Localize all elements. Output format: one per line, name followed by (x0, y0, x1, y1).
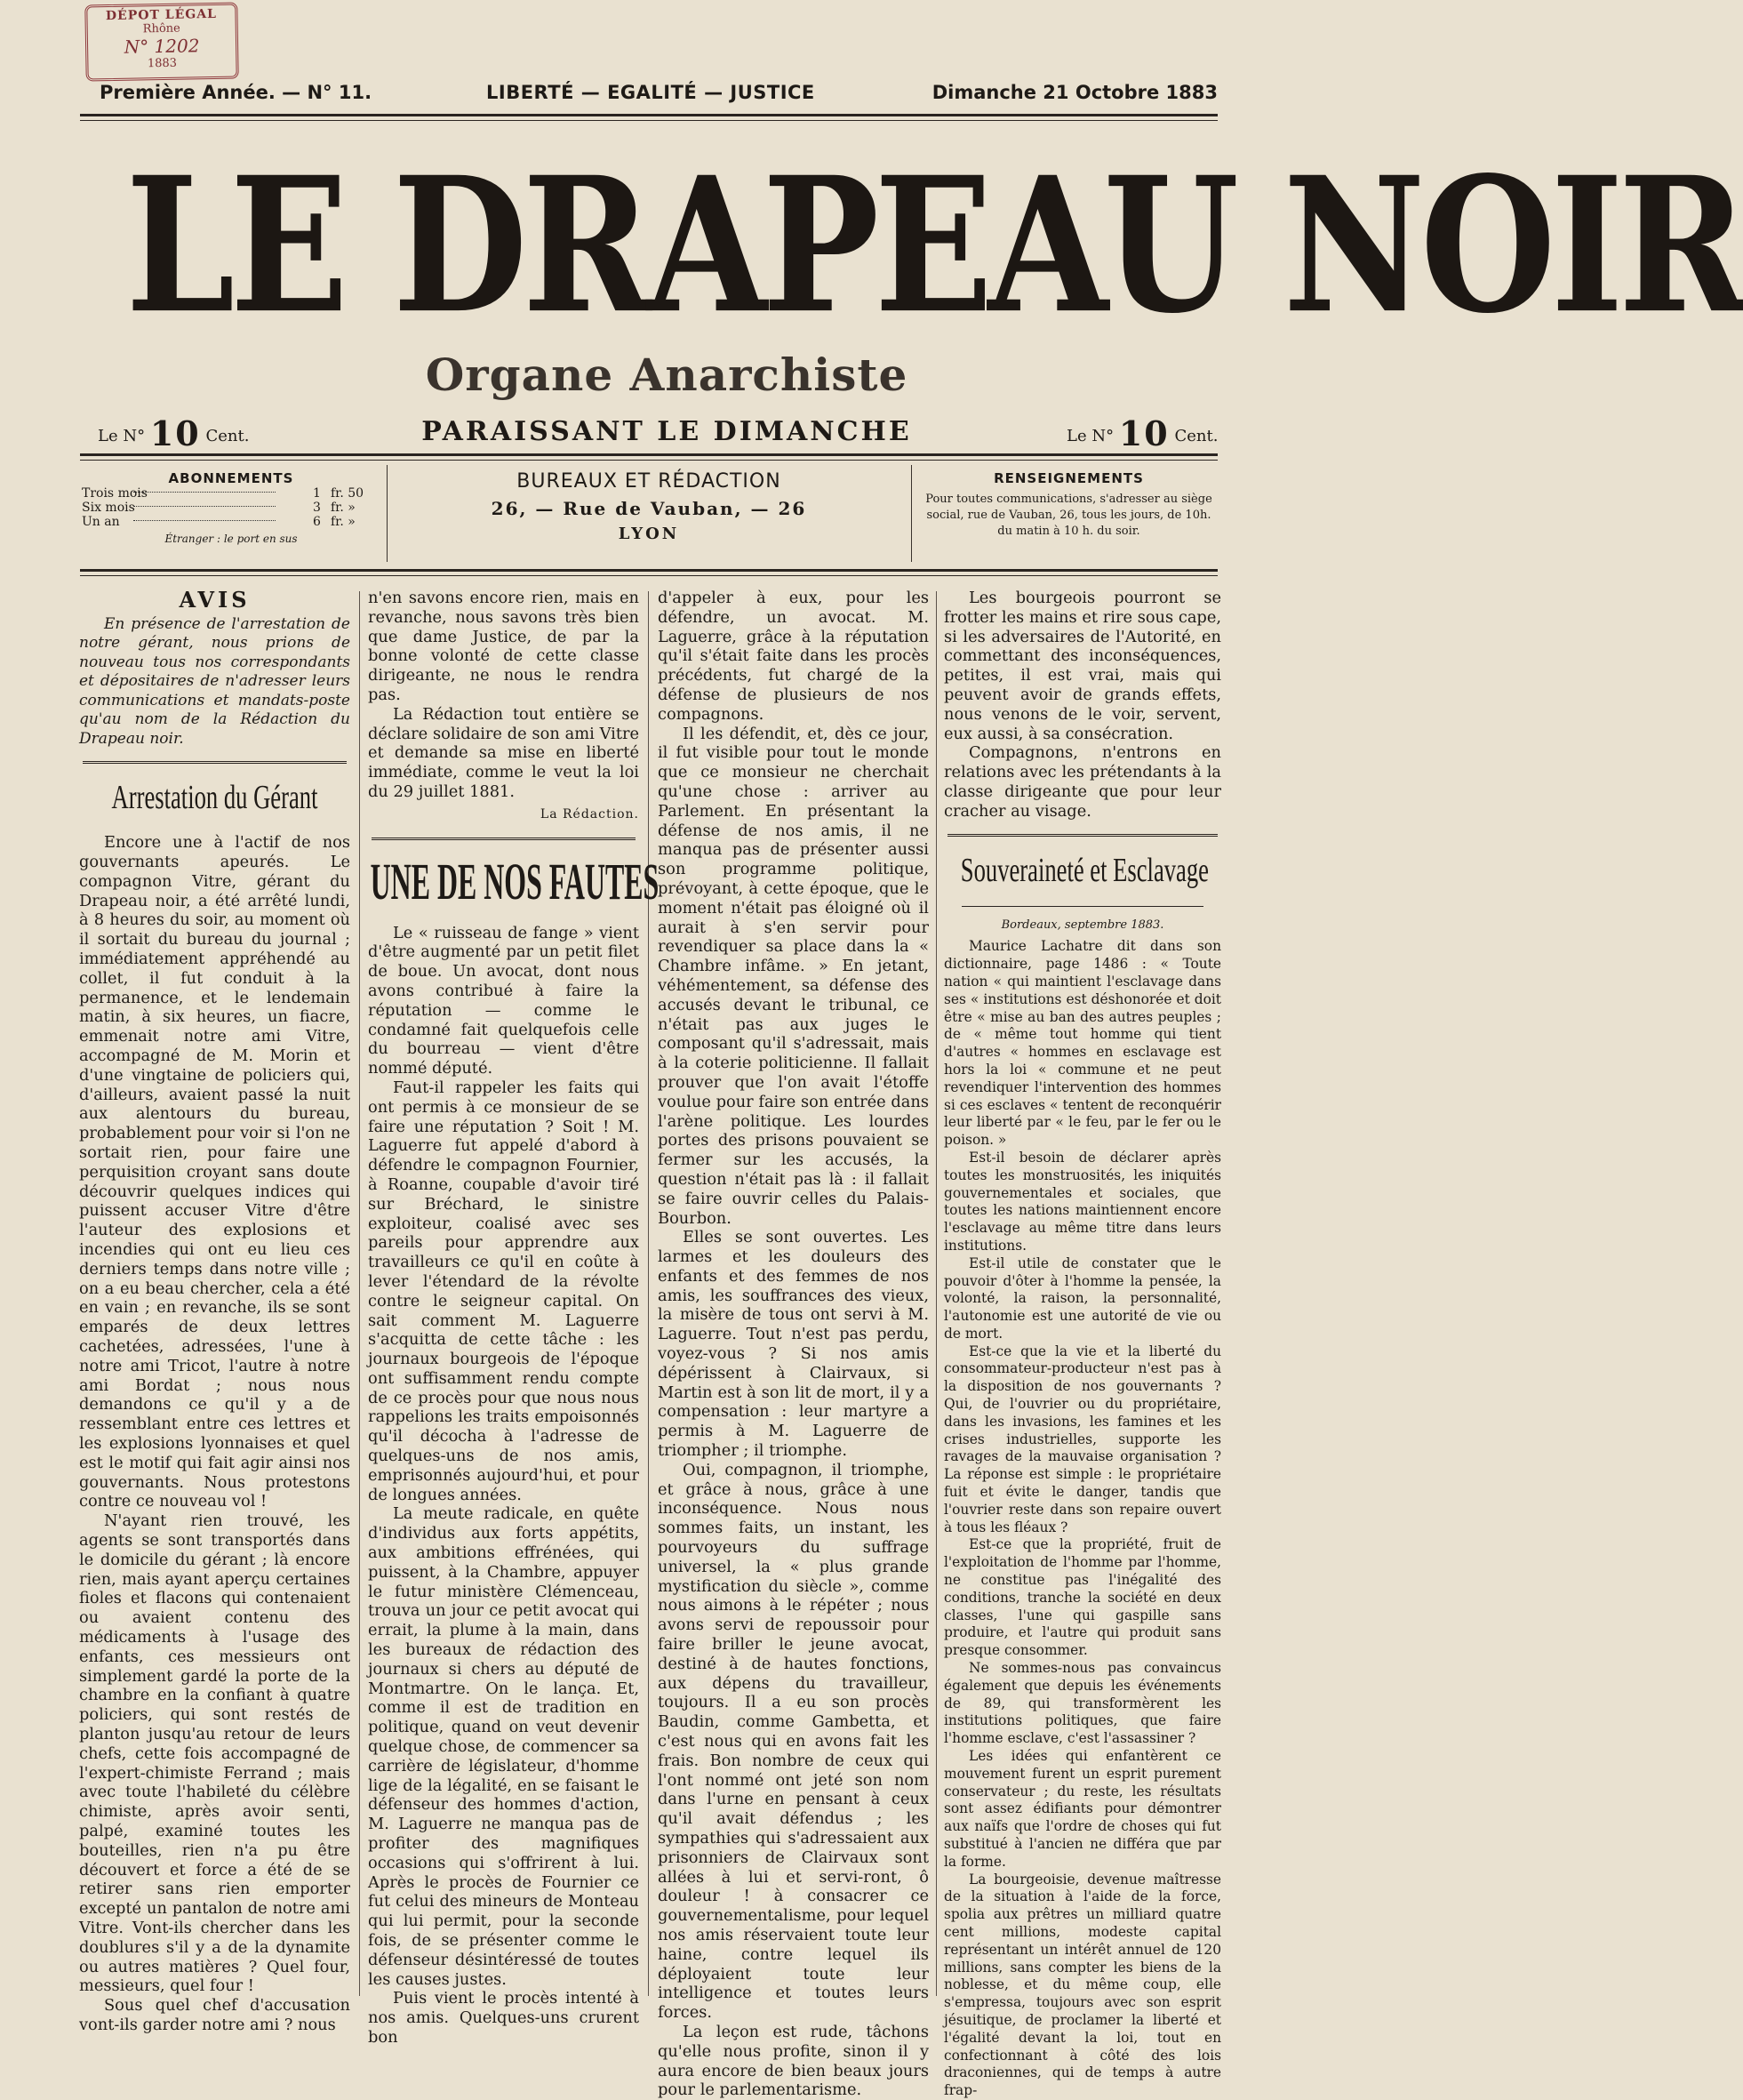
stamp-line-4: 1883 (147, 56, 178, 71)
subscriptions-foot: Étranger : le port en sus (164, 533, 298, 545)
paragraph: d'appeler à eux, pour les défendre, un avocat. M. Laguerre, grâce à la réputation qu'il s'était faite dans les procès précédents, fut chargé de la défense de plusieurs de nos compagnons. (658, 589, 929, 724)
price-value: 10 (149, 413, 201, 453)
stamp-line-1: DÉPOT LÉGAL (105, 6, 218, 24)
subscription-label: Six mois (82, 501, 135, 515)
band-bottom-rule (80, 569, 1218, 576)
leader-dots (133, 506, 276, 507)
article-title: UNE DE NOS FAUTES (370, 852, 660, 910)
article-title: Arrestation du Gérant (111, 779, 318, 817)
price-unit: Cent. (1174, 427, 1219, 445)
subscription-label: Trois mois (82, 486, 148, 501)
paragraph: Oui, compagnon, il triomphe, et grâce à nous, grâce à une inconséquence. Nous nous sommes faits, un instant, les pourvoyeurs du suffrage universel, la « plus grande mystification du siècle », comme nous aimons à le répéter ; nous avons servi de repoussoir pour faire briller le jeune avocat, destiné à de hautes fonctions, aux dépens du travailleur, toujours. Il a eu son procès Baudin, comme Gambetta, et c'est nous qui en avons fait les frais. Bon nombre de ceux qui l'ont nommé ont jeté son nom dans l'urne en pensant à ceux qu'il avait défendus ; les sympathies qui s'adressaient aux prisonniers de Clairvaux sont allées à lui et servi-ront, ô douleur ! à consacrer ce gouvernementalisme, pour lequel nos amis réservaient toute leur haine, contre lequel ils déployaient toute leur intelligence et toutes leurs forces. (658, 1460, 929, 2023)
leader-dots (133, 492, 276, 493)
info-band (80, 458, 1222, 569)
paragraph: Il les défendit, et, dès ce jour, il fut visible pour tout le monde que ce monsieur ne cherchait qu'une chose : arriver au Parlement. En présentant la défense de nos amis, il ne manqua pas de présenter aussi son programme politique, prévoyant, à cette époque, que le moment n'était pas éloigné où il aurait à s'en servir pour revendiquer sa place dans la « Chambre infâme. » En jetant, véhémentement, sa défense des accusés devant le tribunal, ce n'était pas aux juges le composant qu'il s'adressait, mais à la coterie politicienne. Il fallait prouver que l'on avait l'étoffe voulue pour faire son entrée dans l'arène politique. Les lourdes portes des prisons pouvaient se fermer sur les accusés, la question n'était pas là : il fallait se faire ouvrir celles du Palais-Bourbon. (658, 724, 929, 1228)
paragraph: Encore une à l'actif de nos gouvernants apeurés. Le compagnon Vitre, gérant du Drapeau noir, a été arrêté lundi, à 8 heures du soir, au moment où il sortait du bureau du journal ; immédiatement appréhendé au collet, il fut conduit à la permanence, et le lendemain matin, à six heures, un fiacre, emmenait notre ami Vitre, accompagné de M. Morin et d'une vingtaine de policiers qui, d'ailleurs, avaient passé la nuit aux alentours du bureau, probablement pour voir si l'on ne sortait rien, pour faire une perquisition croyant sans doute découvrir quelques indices qui puissent accuser Vitre d'être l'auteur des explosions et incendies qui ont eu lieu ces derniers temps dans notre ville ; on a eu beau chercher, cela a été en vain ; en revanche, ils se sont emparés de deux lettres cachetées, adressées, l'une à notre ami Tricot, l'autre à notre ami Bordat ; nous nous demandons ce qu'il y a de ressemblant entre ces lettres et les explosions lyonnaises et quel est le motif qui fait agir ainsi nos gouvernants. Nous protestons contre ce nouveau vol ! (79, 833, 350, 1511)
subscription-price: 3 (313, 501, 321, 515)
subscription-unit: fr. » (331, 501, 356, 515)
notice-body (79, 615, 350, 749)
stamp-line-3: N° 1202 (124, 35, 200, 58)
subscription-price: 1 (313, 486, 321, 501)
paragraph: Est-ce que la vie et la liberté du consommateur-producteur n'est pas à la disposition de nos gouvernants ? Qui, de l'ouvrier ou du propriétaire, dans les invasions, les famines et les crises industrielles, supporte les ravages de la mauvaise organisation ? La réponse est simple : le propriétaire fuit et évite le danger, tandis que l'ouvrier reste dans son repaire ouvert à tous les fléaux ? (944, 1343, 1221, 1535)
subscriptions-title: ABONNEMENTS (168, 470, 294, 486)
price-right (1067, 413, 1218, 453)
column-3 (658, 589, 929, 2100)
subscription-unit: fr. » (331, 515, 356, 529)
subscription-unit: fr. 50 (331, 486, 364, 501)
subscription-price: 6 (313, 515, 321, 529)
paragraph: Maurice Lachatre dit dans son dictionnaire, page 1486 : « Toute nation « qui maintient l'esclavage dans ses « institutions est déshonorée et doit être « mise au ban des autres peuples ; de « même tout homme qui tient d'autres « hommes en esclavage est hors la loi « commune et ne peut revendiquer l'intervention des hommes si ces esclaves « tentent de reconquérir leur liberté par « le feu, par le fer ou le poison. » (944, 938, 1221, 1149)
paragraph: Compagnons, n'entrons en relations avec les prétendants à la classe dirigeante que pour leur cracher au visage. (944, 743, 1221, 821)
leader-dots (133, 520, 276, 521)
price-prefix: Le N° (98, 427, 146, 445)
column-rule (648, 591, 649, 1996)
dateline: Bordeaux, septembre 1883. (1001, 918, 1164, 932)
column-4 (944, 589, 1221, 2100)
paragraph: Est-il utile de constater que le pouvoir d'ôter à l'homme la pensée, la volonté, la raison, la personnalité, l'autonomie est une autorité de vie ou de mort. (944, 1254, 1221, 1342)
motto: LIBERTÉ — EGALITÉ — JUSTICE (486, 82, 815, 103)
issue-date: Dimanche 21 Octobre 1883 (931, 82, 1218, 103)
price-value: 10 (1118, 413, 1170, 453)
paragraph: Les idées qui enfantèrent ce mouvement furent un esprit purement conservateur ; du reste, les résultats sont assez édifiants pour démontrer aux naïfs que l'ordre de choses qui fut substitué à l'ancien ne différa que par la forme. (944, 1748, 1221, 1870)
masthead-tagline: PARAISSANT LE DIMANCHE (421, 416, 912, 447)
subscriptions-box (80, 470, 382, 545)
band-divider (911, 465, 912, 562)
subscription-row (80, 486, 382, 501)
paragraph: Ne sommes-nous pas convaincus également que depuis les événements de 89, qui transformèrent les institutions politiques, que faire l'homme esclave, c'est l'assassiner ? (944, 1660, 1221, 1747)
paragraph: La meute radicale, en quête d'individus aux forts appétits, aux ambitions effrénées, qui puissent, à la Chambre, appuyer le futur ministère Clémenceau, trouva un jour ce petit avocat qui errait, la plume à la main, dans les bureaux de rédaction des journaux si chers au député de Montmartre. On le lança. Et, comme il est de tradition en politique, quand on veut devenir quelque chose, de commencer sa carrière de législateur, d'homme lige de la légalité, en se faisant le défenseur des hommes d'action, M. Laguerre ne manqua pas de profiter des magnifiques occasions qui s'offrirent à lui. Après le procès de Fournier ce fut celui des mineurs de Monteau qui lui permit, pour la seconde fois, de se présenter comme le défenseur désintéressé de toutes les causes justes. (368, 1504, 639, 1989)
column-rule (936, 591, 937, 1996)
subscription-row (80, 501, 382, 515)
paragraph: La Rédaction tout entière se déclare solidaire de son ami Vitre et demande sa mise en liberté immédiate, comme le veut la loi du 29 juillet 1881. (368, 704, 639, 801)
signature: La Rédaction. (540, 806, 639, 822)
information-box (915, 470, 1222, 540)
notice-text: En présence de l'arrestation de notre gérant, nous prions de nouveau tous nos correspondants et dépositaires de n'adresser leurs communications et mandats-poste qu'au nom de la Rédaction du Drapeau noir. (79, 614, 350, 748)
paragraph: Elles se sont ouvertes. Les larmes et les douleurs des enfants et des femmes de nos amis, les souffrances des vieux, la misère de tous ont servi à M. Laguerre. Tout n'est pas perdu, voyez-vous ? Si nos amis dépérissent à Clairvaux, si Martin est à son lit de mort, il y a compensation : leur martyre a permis à M. Laguerre de triompher ; il triomphe. (658, 1228, 929, 1461)
price-unit: Cent. (205, 427, 250, 445)
paragraph: Les bourgeois pourront se frotter les mains et rire sous cape, si les adversaires de l'Autorité, en commettant des inconséquences, petites, il est vrai, mais qui peuvent avoir de grands effets, nous venons de le voir, servent, eux aussi, à sa consécration. (944, 589, 1221, 743)
article-body (944, 938, 1221, 2100)
information-title: RENSEIGNEMENTS (994, 470, 1144, 486)
paragraph: Est-il besoin de déclarer après toutes les monstruosités, les iniquités gouvernementales et sociales, que toutes les nations maintiennent encore l'esclavage au même titre dans leurs institutions. (944, 1149, 1221, 1254)
paragraph: La leçon est rude, tâchons qu'elle nous profite, sinon il y aura encore de bien beaux jours pour le parlementarisme. (658, 2022, 929, 2100)
top-rule (80, 114, 1218, 121)
paragraph: La bourgeoisie, devenue maîtresse de la situation à l'aide de la force, spolia aux prêtres un milliard quatre cent millions, modeste capital représentant un intérêt annuel de 120 millions, sans compter les biens de la noblesse, et du même coup, elle s'empressa, toujours avec son esprit jésuitique, de proclamer la liberté et l'égalité devant la loi, tout en confectionnant à côté des lois draconiennes, qui de temps à autre frap- (944, 1871, 1221, 2099)
column-2 (368, 589, 660, 2048)
article-separator (372, 838, 636, 840)
paragraph: Puis vient le procès intenté à nos amis. Quelques-uns crurent bon (368, 1989, 639, 2047)
subscription-row (80, 515, 382, 529)
column-rule (359, 591, 360, 1996)
legal-deposit-stamp (84, 3, 238, 82)
office-city: LYON (618, 525, 680, 543)
subscription-label: Un an (82, 515, 120, 529)
office-address: 26, — Rue de Vauban, — 26 (491, 498, 807, 519)
article-separator (947, 834, 1218, 837)
title-rule (962, 906, 1203, 907)
price-prefix: Le N° (1067, 427, 1115, 445)
paragraph: N'ayant rien trouvé, les agents se sont transportés dans le domicile du gérant ; là encore rien, mais ayant aperçu certaines fioles et flacons qui contenaient ou avaient contenu des médicaments à l'usage des enfants, ces messieurs ont simplement gardé la porte de la chambre en la confiant à quatre policiers, qui sont restés de planton jusqu'au retour de leurs chefs, cette fois accompagné de l'expert-chimiste Ferrand ; mais avec toute l'habileté du célèbre chimiste, après avoir senti, palpé, examiné toutes les bouteilles, rien n'a pu être découvert et force a été de se retirer sans rien emporter excepté un pantalon de notre ami Vitre. Vont-ils chercher dans les doublures s'il y a de la dynamite ou autres matières ? Quel four, messieurs, quel four ! (79, 1511, 350, 1996)
paragraph: Le « ruisseau de fange » vient d'être augmenté par un petit filet de boue. Un avocat, dont nous avons contribué à faire la réputation — comme le condamné fait quelquefois celle du bourreau — vient d'être nommé député. (368, 923, 639, 1078)
article-title: Souveraineté et Esclavage (960, 851, 1209, 889)
issue-info-line (100, 82, 1218, 108)
column-1 (79, 589, 350, 2035)
masthead-title: LE DRAPEAU NOIR (125, 136, 1743, 355)
paragraph: n'en savons encore rien, mais en revanche, nous savons très bien que dame Justice, de par la bonne volonté de cette classe dirigeante, ne nous le rendra pas. (368, 589, 639, 704)
paragraph: Sous quel chef d'accusation vont-ils garder notre ami ? nous (79, 1996, 350, 2034)
band-divider (387, 465, 388, 562)
notice-title: AVIS (179, 587, 251, 613)
office-title: BUREAUX ET RÉDACTION (516, 470, 781, 493)
issue-number: Première Année. — N° 11. (100, 82, 372, 103)
masthead-subtitle: Organe Anarchiste (425, 349, 908, 401)
office-box (391, 470, 907, 543)
stamp-line-2: Rhône (142, 21, 180, 36)
information-text: Pour toutes communications, s'adresser au siège social, rue de Vauban, 26, tous les jours, de 10h. du matin à 10 h. du soir. (925, 493, 1212, 538)
paragraph: Faut-il rappeler les faits qui ont permis à ce monsieur de se faire une réputation ? Soit ! M. Laguerre fut appelé d'abord à défendre le compagnon Fournier, à Roanne, coupable d'avoir tiré sur Bréchard, le sinistre exploiteur, coalisé avec ses pareils pour apprendre aux travailleurs ce qu'il en coûte à lever l'étendard de la révolte contre le seigneur capital. On sait comment M. Laguerre s'acquitta de cette tâche : les journaux bourgeois de l'époque ont suffisamment rendu compte de ce procès pour que nous nous rappelions les traits empoisonnés qu'il décocha à l'adresse de quelques-uns de nos amis, emprisonnés aujourd'hui, et pour de longues années. (368, 1078, 639, 1504)
paragraph: Est-ce que la propriété, fruit de l'exploitation de l'homme par l'homme, ne constitue pas l'inégalité des conditions, tranche la société en deux classes, l'une qui gaspille sans produire, et l'autre qui produit sans presque consommer. (944, 1536, 1221, 1659)
article-separator (83, 761, 347, 764)
